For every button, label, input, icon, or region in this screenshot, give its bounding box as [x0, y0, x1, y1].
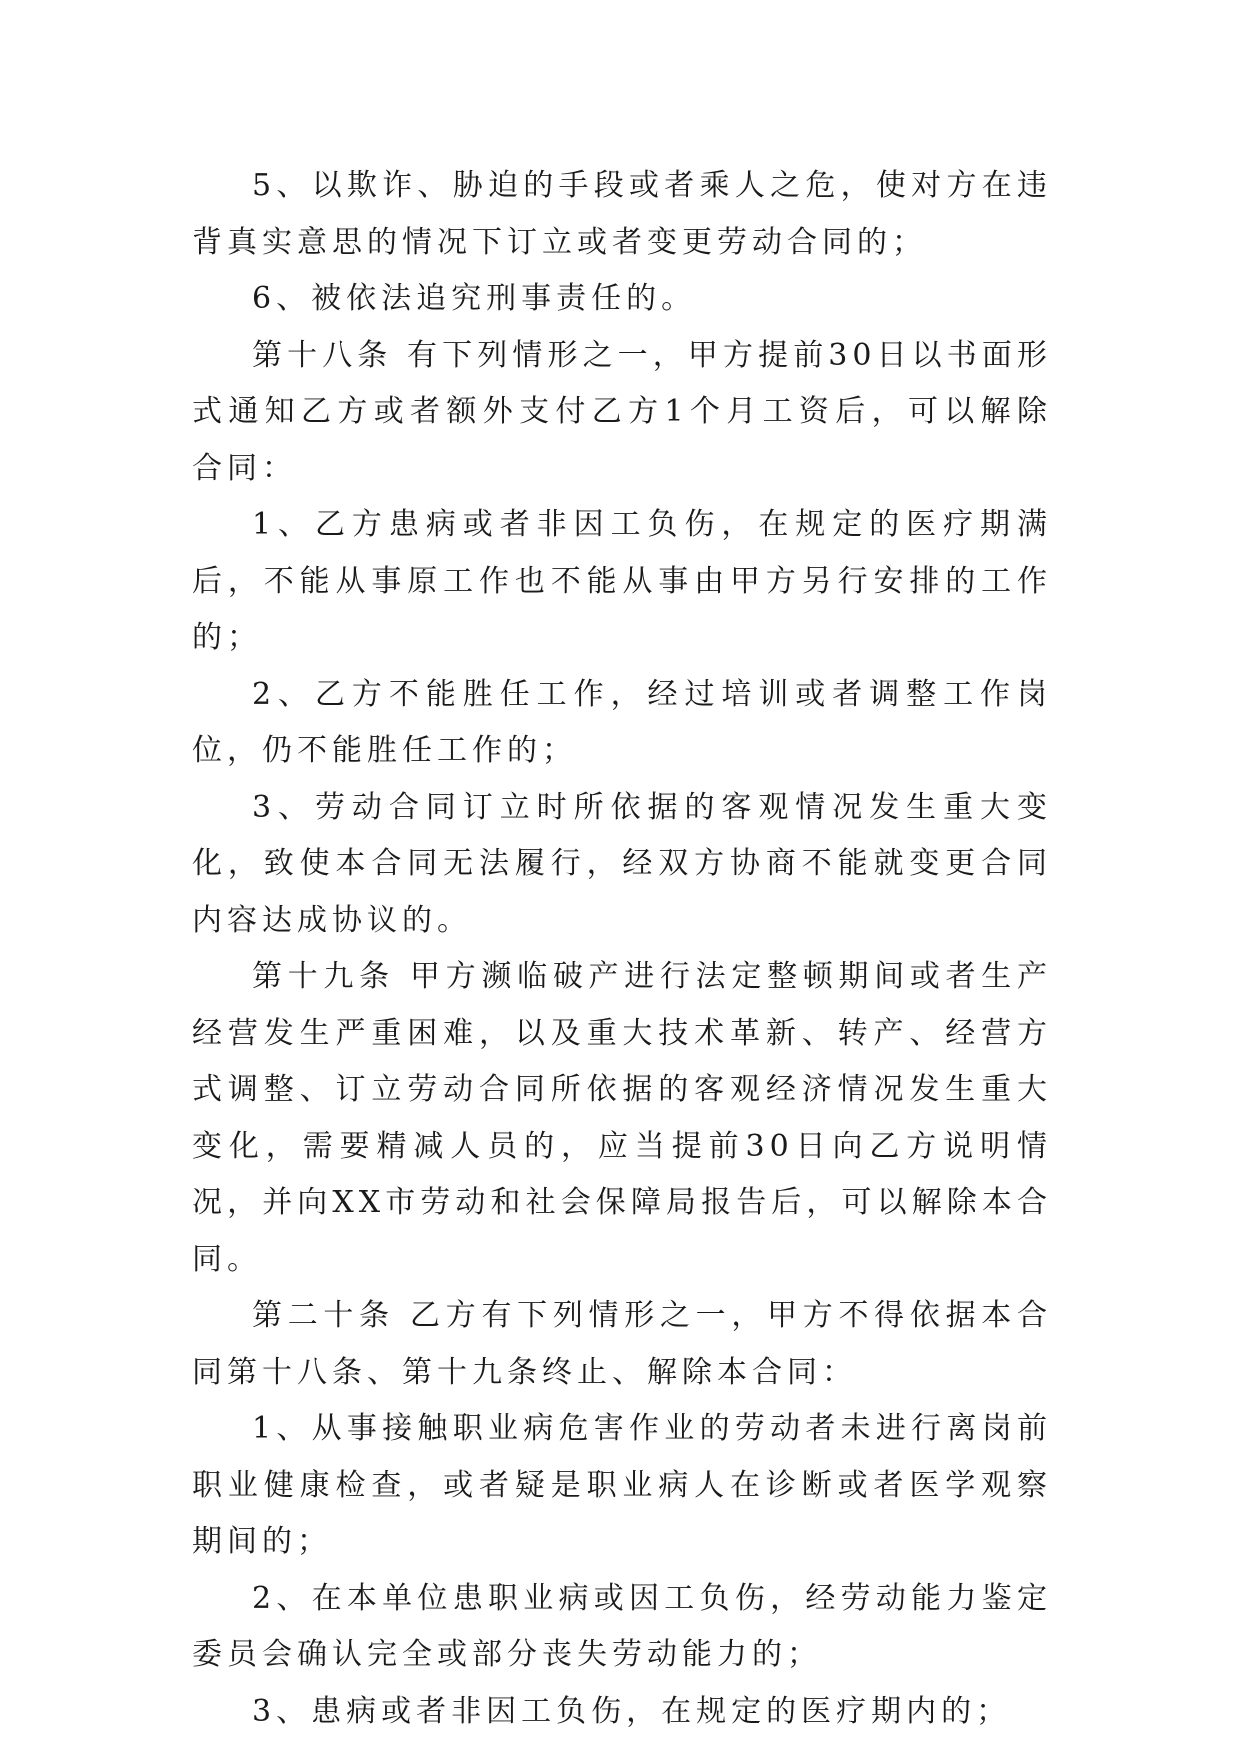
paragraph-item-5: 5、以欺诈、胁迫的手段或者乘人之危，使对方在违背真实意思的情况下订立或者变更劳动合同的； [192, 168, 1052, 260]
paragraph-article-19: 第十九条 甲方濒临破产进行法定整顿期间或者生产经营发生严重困难，以及重大技术革新、转产、经营方式调整、订立劳动合同所依据的客观经济情况发生重大变化，需要精减人员的，应当提前30日向乙方说明情况，并向XX市劳动和社会保障局报告后，可以解除本合同。 [192, 959, 1052, 1277]
paragraph-article-18-item-1: 1、乙方患病或者非因工负伤，在规定的医疗期满后，不能从事原工作也不能从事由甲方另行安排的工作的； [192, 507, 1052, 655]
paragraph-article-18-item-3: 3、劳动合同订立时所依据的客观情况发生重大变化，致使本合同无法履行，经双方协商不能就变更合同内容达成协议的。 [192, 789, 1052, 938]
paragraph-article-20-item-2: 2、在本单位患职业病或因工负伤，经劳动能力鉴定委员会确认完全或部分丧失劳动能力的； [192, 1580, 1052, 1672]
paragraph-item-6: 6、被依法追究刑事责任的。 [252, 281, 697, 316]
paragraph-article-18-item-2: 2、乙方不能胜任工作，经过培训或者调整工作岗位，仍不能胜任工作的； [192, 676, 1052, 768]
paragraph-article-20-item-1: 1、从事接触职业病危害作业的劳动者未进行离岗前职业健康检查，或者疑是职业病人在诊断或者医学观察期间的； [192, 1411, 1052, 1559]
paragraph-article-20: 第二十条 乙方有下列情形之一，甲方不得依据本合同第十八条、第十九条终止、解除本合同： [192, 1298, 1052, 1390]
paragraph-article-18: 第十八条 有下列情形之一，甲方提前30日以书面形式通知乙方或者额外支付乙方1个月工资后，可以解除合同： [192, 337, 1052, 486]
paragraph-article-20-item-3: 3、患病或者非因工负伤，在规定的医疗期内的； [252, 1693, 1012, 1729]
document-body [192, 158, 1052, 1740]
